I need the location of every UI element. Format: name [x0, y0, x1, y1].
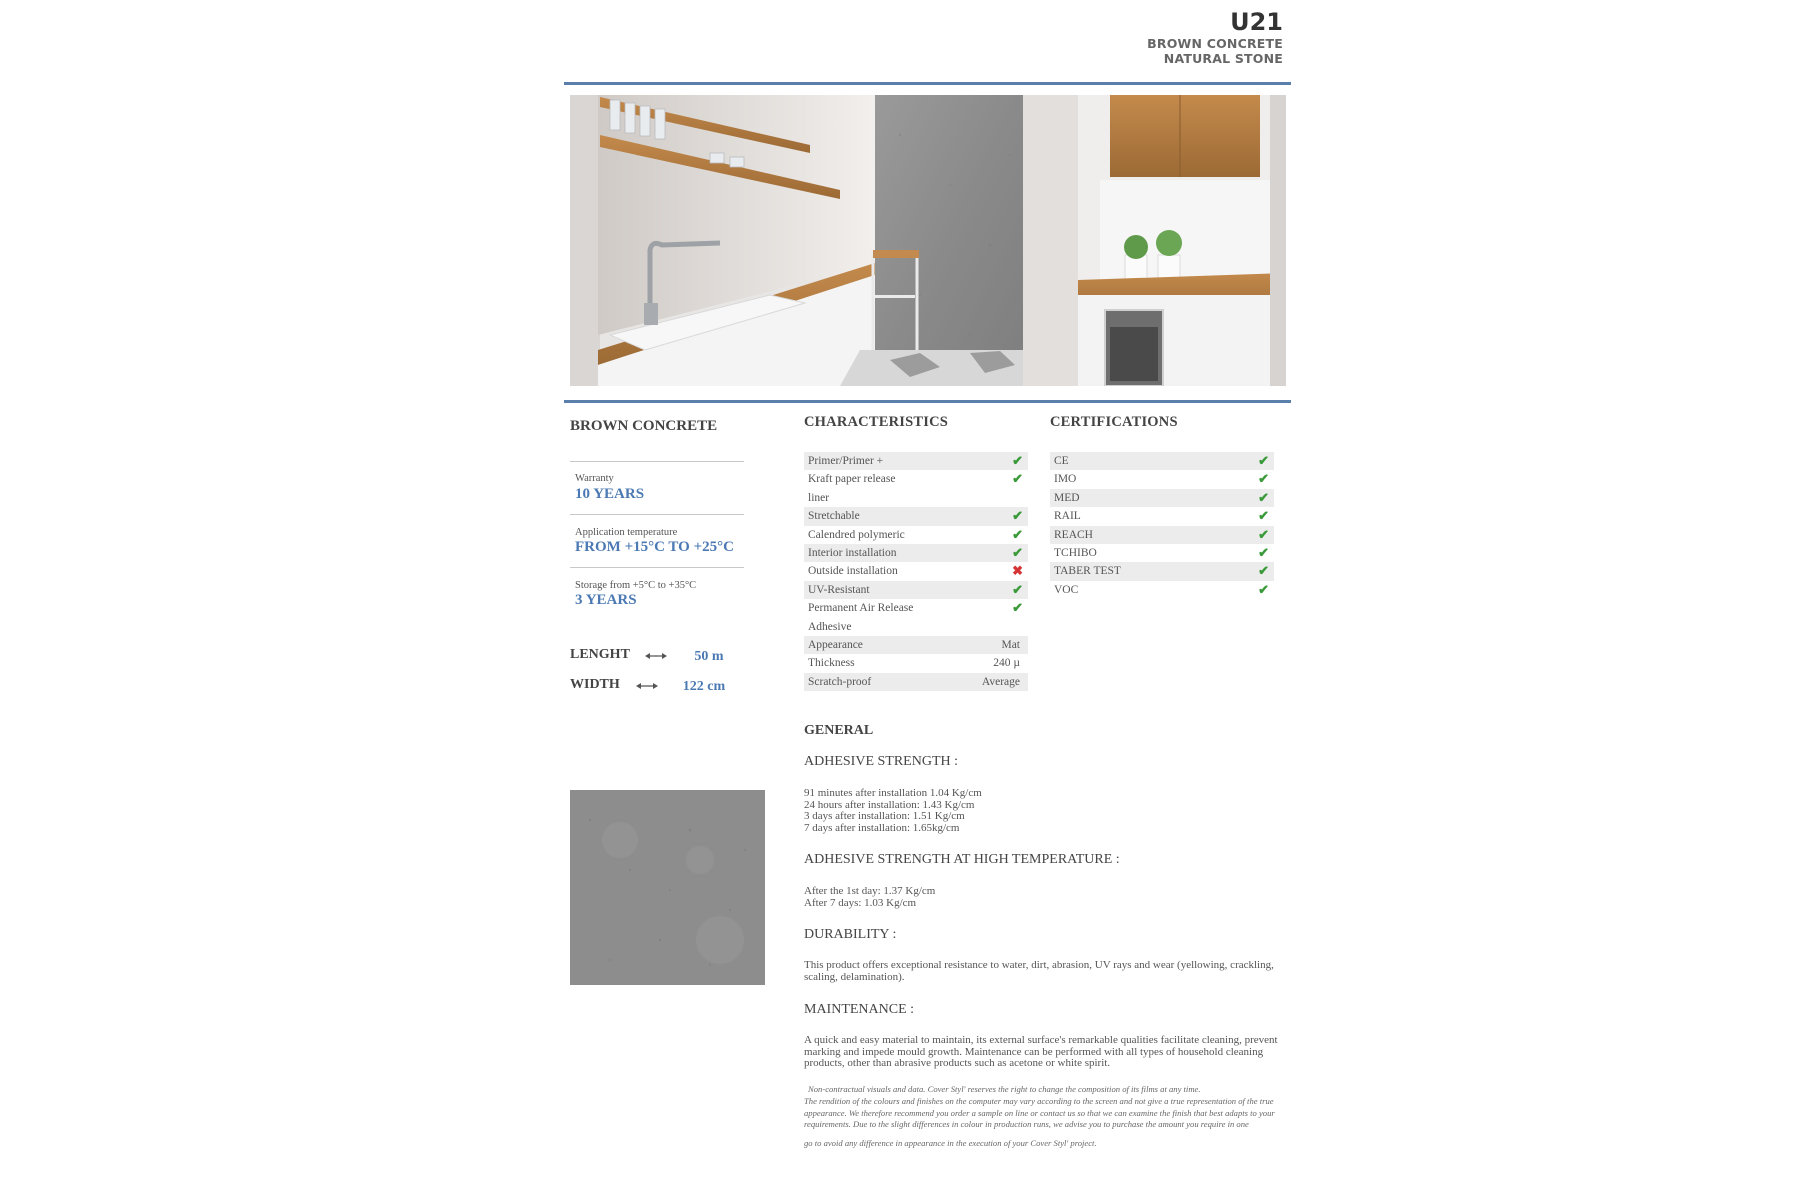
length-label: LENGHT [570, 647, 630, 662]
check-icon: ✔ [1258, 489, 1269, 505]
row-label: IMO [1054, 473, 1077, 486]
check-icon: ✔ [1258, 563, 1269, 579]
table-row [1050, 581, 1274, 599]
adhesive-line: 7 days after installation: 1.65kg/cm [804, 821, 960, 834]
check-icon: ✔ [1012, 526, 1023, 542]
table-row [1050, 526, 1274, 544]
row-value: Average [981, 675, 1020, 688]
check-icon: ✔ [1258, 526, 1269, 542]
row-label: Permanent Air Release [808, 602, 914, 615]
general-heading: GENERAL [804, 723, 874, 738]
table-row [1050, 489, 1274, 507]
check-icon: ✔ [1012, 600, 1023, 616]
row-label: MED [1054, 491, 1080, 504]
adhesive-strength-list [804, 788, 1294, 834]
storage-value: 3 YEARS [575, 592, 637, 608]
check-icon: ✔ [1012, 471, 1023, 487]
row-label: Appearance [808, 638, 863, 651]
durability-text: This product offers exceptional resistance to water, dirt, abrasion, UV rays and wear (yellowing, crackling, scaling, delamination). [804, 959, 1274, 983]
disclaimer-paragraph: The rendition of the colours and finishes on the computer may vary according to the screen and not give a true representation of the true appearance. We therefore recommend you order a sample on line or contact us so that we can examine the finish that best adapts to your requirements. Due to the slight differences in colour in production runs, we advise you to purchase the amount you require in one [804, 1096, 1275, 1129]
table-row [804, 544, 1028, 562]
durability-heading: DURABILITY : [804, 927, 897, 942]
high-temp-list [804, 886, 1294, 909]
row-label: UV-Resistant [808, 583, 870, 596]
row-label: REACH [1054, 528, 1093, 541]
characteristics-table [804, 452, 1028, 691]
product-name-line1: BROWN CONCRETE [1147, 36, 1283, 51]
double-arrow-icon [645, 651, 667, 661]
characteristics-heading: CHARACTERISTICS [804, 414, 949, 430]
row-label: TCHIBO [1054, 546, 1097, 559]
table-row [1050, 544, 1274, 562]
kitchen-photo [570, 95, 1286, 386]
check-icon: ✔ [1012, 544, 1023, 560]
table-row [804, 562, 1028, 580]
material-swatch [570, 790, 765, 985]
row-label: Primer/Primer + [808, 455, 884, 467]
check-icon: ✔ [1258, 581, 1269, 597]
width-value: 122 cm [682, 679, 726, 694]
adhesive-line: 3 days after installation: 1.51 Kg/cm [804, 810, 965, 822]
table-row [804, 673, 1028, 691]
table-row [804, 654, 1028, 672]
maintenance-text: A quick and easy material to maintain, its external surface's remarkable qualities facilitate cleaning, prevent marking and impede mould growth. Maintenance can be performed with all types of household cleaning products, other than abrasive products such as acetone or white spirit. [804, 1034, 1278, 1069]
application-temp-label: Application temperature [575, 527, 678, 538]
table-row [804, 452, 1028, 470]
double-arrow-icon [636, 681, 658, 691]
table-row [804, 618, 1028, 636]
table-row [804, 526, 1028, 544]
check-icon: ✔ [1258, 453, 1269, 468]
certifications-heading: CERTIFICATIONS [1050, 414, 1178, 430]
cross-icon: ✖ [1012, 563, 1023, 579]
spec-divider [570, 514, 744, 515]
table-row [1050, 562, 1274, 580]
high-temp-heading: ADHESIVE STRENGTH AT HIGH TEMPERATURE : [804, 852, 1120, 867]
row-label: CE [1054, 455, 1069, 467]
row-label: Outside installation [808, 565, 898, 578]
certifications-table [1050, 452, 1274, 599]
table-row [1050, 470, 1274, 488]
product-name-line2: NATURAL STONE [1163, 51, 1283, 66]
length-value: 50 m [694, 649, 724, 664]
warranty-value: 10 YEARS [575, 486, 645, 502]
maintenance-heading: MAINTENANCE : [804, 1002, 915, 1017]
section-divider [564, 400, 1291, 403]
warranty-label: Warranty [575, 473, 614, 484]
table-row [804, 599, 1028, 617]
row-value: 240 µ [993, 657, 1020, 670]
adhesive-line: 91 minutes after installation 1.04 Kg/cm [804, 787, 982, 799]
application-temp-value: FROM +15°C TO +25°C [575, 539, 734, 555]
check-icon: ✔ [1258, 471, 1269, 487]
row-value: Mat [1001, 638, 1020, 651]
table-row [804, 507, 1028, 525]
adhesive-strength-heading: ADHESIVE STRENGTH : [804, 754, 958, 769]
check-icon: ✔ [1012, 508, 1023, 524]
row-label: Scratch-proof [808, 675, 872, 688]
row-label: RAIL [1054, 510, 1081, 523]
row-label: liner [808, 491, 830, 504]
adhesive-line: 24 hours after installation: 1.43 Kg/cm [804, 798, 975, 811]
row-label: Stretchable [808, 510, 860, 523]
spec-divider [570, 461, 744, 462]
product-name-heading: BROWN CONCRETE [570, 418, 718, 434]
row-label: Interior installation [808, 546, 897, 559]
table-row [804, 636, 1028, 654]
row-label: Calendred polymeric [808, 528, 905, 541]
table-row [804, 581, 1028, 599]
row-label: Kraft paper release [808, 473, 896, 486]
row-label: Thickness [808, 657, 855, 670]
check-icon: ✔ [1012, 453, 1023, 468]
table-row [804, 489, 1028, 507]
table-row [1050, 507, 1274, 525]
table-row [804, 470, 1028, 488]
header-divider [564, 82, 1291, 85]
disclaimer-line: Non-contractual visuals and data. Cover Styl' reserves the right to change the composition of its films at any time. [808, 1084, 1201, 1094]
row-label: TABER TEST [1054, 565, 1121, 578]
disclaimer-closing: go to avoid any difference in appearance in the execution of your Cover Styl' project. [804, 1138, 1097, 1148]
check-icon: ✔ [1012, 581, 1023, 597]
width-label: WIDTH [570, 677, 620, 692]
high-temp-line: After the 1st day: 1.37 Kg/cm [804, 885, 936, 897]
high-temp-line: After 7 days: 1.03 Kg/cm [804, 896, 917, 909]
row-label: VOC [1054, 583, 1079, 596]
check-icon: ✔ [1258, 508, 1269, 524]
row-label: Adhesive [808, 620, 852, 633]
storage-label: Storage from +5°C to +35°C [575, 580, 697, 591]
table-row [1050, 452, 1274, 470]
check-icon: ✔ [1258, 544, 1269, 560]
product-code: U21 [1230, 8, 1283, 36]
spec-divider [570, 567, 744, 568]
